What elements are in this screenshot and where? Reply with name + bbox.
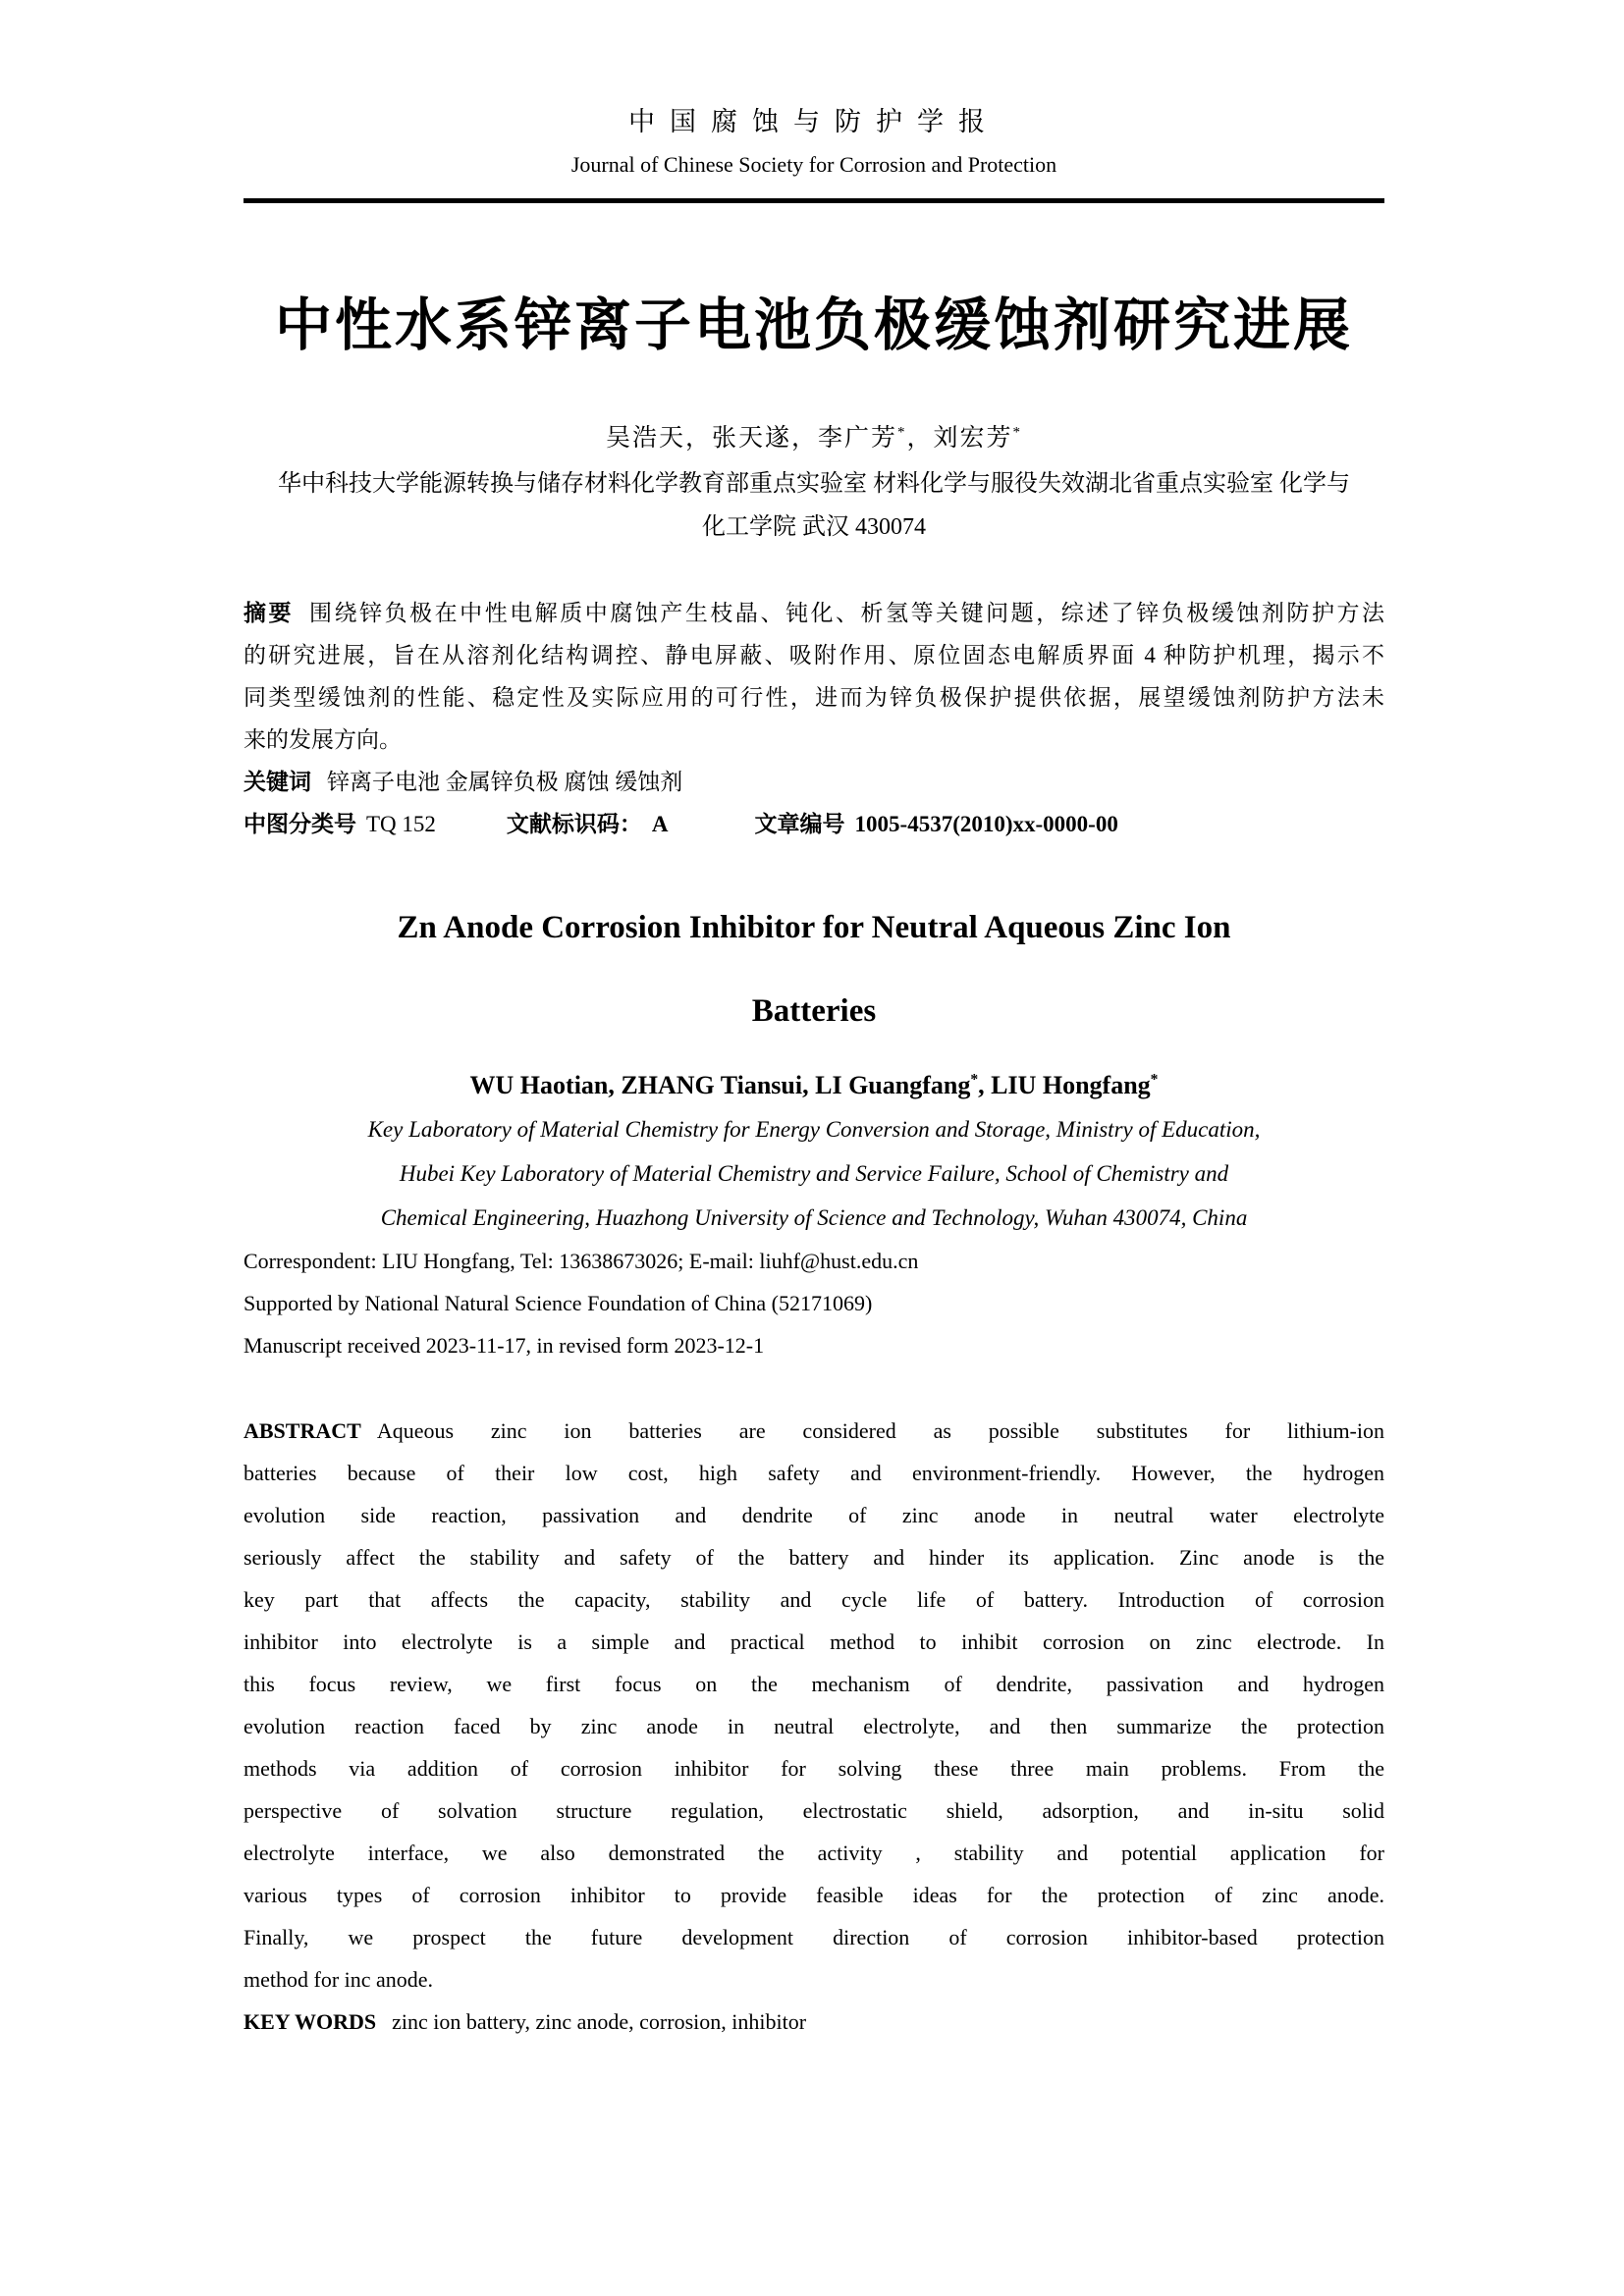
article-number-value: 1005-4537(2010)xx-0000-00 — [854, 812, 1118, 836]
text-segment: , LIU Hongfang — [978, 1071, 1151, 1099]
article-title-chinese: 中性水系锌离子电池负极缓蚀剂研究进展 — [274, 294, 1353, 357]
text-segment: 关键词 — [244, 770, 311, 794]
text-segment: 摘要 — [244, 601, 295, 625]
text-segment: methods via addition of corrosion inhibitor for solving these three main problems. From the — [244, 1756, 1384, 1781]
article-title-english-line1: Zn Anode Corrosion Inhibitor for Neutral Aqueous Zinc Ion — [397, 910, 1231, 945]
text-segment: 同类型缓蚀剂的性能、稳定性及实际应用的可行性，进而为锌负极保护提供依据，展望缓蚀剂防护方法未 — [244, 685, 1384, 710]
text-segment: method for inc anode. — [244, 1967, 434, 1992]
text-segment: 的研究进展，旨在从溶剂化结构调控、静电屏蔽、吸附作用、原位固态电解质界面 4 种防护机理，揭示不 — [244, 643, 1384, 667]
text-segment: zinc ion battery, zinc anode, corrosion, inhibitor — [392, 2009, 807, 2034]
text-segment: evolution reaction faced by zinc anode in neutral electrolyte, and then summarize the protection — [244, 1714, 1384, 1738]
text-segment: batteries because of their low cost, high safety and environment-friendly. However, the hydrogen — [244, 1461, 1384, 1485]
text-segment: this focus review, we first focus on the mechanism of dendrite, passivation and hydrogen — [244, 1672, 1384, 1696]
text-segment: 来的发展方向。 — [244, 727, 402, 752]
authors-english — [244, 1068, 1384, 1103]
text-line — [244, 676, 1384, 719]
affiliation-english-line2: Hubei Key Laboratory of Material Chemistry and Service Failure, School of Chemistry and — [399, 1161, 1229, 1186]
text-line — [244, 1578, 1384, 1621]
abstract-english — [244, 1410, 1384, 2001]
document-code-label: 文献标识码： — [506, 812, 642, 836]
text-line — [244, 1410, 1384, 1452]
affiliation-chinese-line1: 华中科技大学能源转换与储存材料化学教育部重点实验室 材料化学与服役失效湖北省重点实验室 化学与 — [278, 471, 1350, 497]
journal-name-english: Journal of Chinese Society for Corrosion and Protection — [570, 152, 1057, 177]
text-segment: evolution side reaction, passivation and dendrite of zinc anode in neutral water electrolyte — [244, 1503, 1384, 1527]
received-date-line: Manuscript received 2023-11-17, in revised form 2023-12-1 — [244, 1333, 765, 1358]
funding-line: Supported by National Natural Science Foundation of China (52171069) — [244, 1291, 873, 1315]
affiliation-english — [244, 1107, 1384, 1240]
text-line — [244, 1958, 1384, 2001]
correspondent-line: Correspondent: LIU Hongfang, Tel: 13638673026; E-mail: liuhf@hust.edu.cn — [244, 1249, 919, 1273]
document-code-value: A — [651, 812, 669, 836]
text-segment: * — [897, 424, 907, 441]
header-divider-rule — [244, 198, 1384, 203]
text-segment: perspective of solvation structure regulation, electrostatic shield, adsorption, and in-situ solid — [244, 1798, 1384, 1823]
text-segment: * — [1012, 424, 1023, 441]
text-segment: inhibitor into electrolyte is a simple and practical method to inhibit corrosion on zinc electrode. In — [244, 1629, 1384, 1654]
text-line — [244, 1705, 1384, 1747]
keywords-chinese — [244, 761, 1384, 803]
text-line — [244, 1494, 1384, 1536]
affiliation-english-line3: Chemical Engineering, Huazhong University of Science and Technology, Wuhan 430074, China — [380, 1205, 1248, 1230]
text-segment: 围绕锌负极在中性电解质中腐蚀产生枝晶、钝化、析氢等关键问题，综述了锌负极缓蚀剂防护方法 — [309, 601, 1385, 625]
affiliation-chinese — [244, 462, 1384, 549]
text-line — [244, 719, 1384, 761]
keywords-english — [244, 2001, 1384, 2043]
text-segment: ABSTRACT — [244, 1418, 361, 1443]
classification-row — [244, 803, 1384, 845]
authors-chinese — [244, 421, 1384, 456]
text-line — [244, 1452, 1384, 1494]
text-line — [244, 1874, 1384, 1916]
affiliation-chinese-line2: 化工学院 武汉 430074 — [702, 514, 926, 540]
text-line — [244, 1789, 1384, 1832]
journal-name-chinese: 中国腐蚀与防护学报 — [628, 107, 1000, 136]
text-segment: * — [970, 1071, 979, 1089]
text-segment: various types of corrosion inhibitor to provide feasible ideas for the protection of zinc anode. — [244, 1883, 1384, 1907]
text-line — [244, 1621, 1384, 1663]
text-segment: Aqueous zinc ion batteries are considered as possible substitutes for lithium-ion — [376, 1418, 1384, 1443]
text-line — [244, 1536, 1384, 1578]
text-segment: * — [1150, 1071, 1159, 1089]
clc-number-value: TQ 152 — [366, 812, 436, 836]
text-segment: 锌离子电池 金属锌负极 腐蚀 缓蚀剂 — [327, 770, 683, 794]
abstract-chinese — [244, 592, 1384, 761]
text-segment: WU Haotian, ZHANG Tiansui, LI Guangfang — [469, 1071, 971, 1099]
affiliation-english-line1: Key Laboratory of Material Chemistry for Energy Conversion and Storage, Ministry of Education, — [367, 1117, 1261, 1142]
text-segment: ，刘宏芳 — [906, 425, 1013, 452]
clc-number-label: 中图分类号 — [244, 812, 356, 836]
text-segment: electrolyte interface, we also demonstrated the activity , stability and potential application for — [244, 1841, 1384, 1865]
text-segment: seriously affect the stability and safety of the battery and hinder its application. Zinc anode is the — [244, 1545, 1384, 1570]
text-segment: 吴浩天，张天遂，李广芳 — [605, 425, 897, 452]
manuscript-meta — [244, 1240, 1384, 1366]
page-content — [244, 0, 1384, 2043]
text-line — [244, 1663, 1384, 1705]
article-title-english-line2: Batteries — [751, 993, 877, 1029]
text-segment: key part that affects the capacity, stability and cycle life of battery. Introduction of corrosion — [244, 1587, 1384, 1612]
article-number-label: 文章编号 — [754, 812, 845, 836]
text-line — [244, 1747, 1384, 1789]
text-line — [244, 634, 1384, 676]
text-line — [244, 1916, 1384, 1958]
text-segment: Finally, we prospect the future development direction of corrosion inhibitor-based protection — [244, 1925, 1384, 1949]
text-line — [244, 592, 1384, 634]
text-line — [244, 1832, 1384, 1874]
text-segment: KEY WORDS — [244, 2009, 377, 2034]
